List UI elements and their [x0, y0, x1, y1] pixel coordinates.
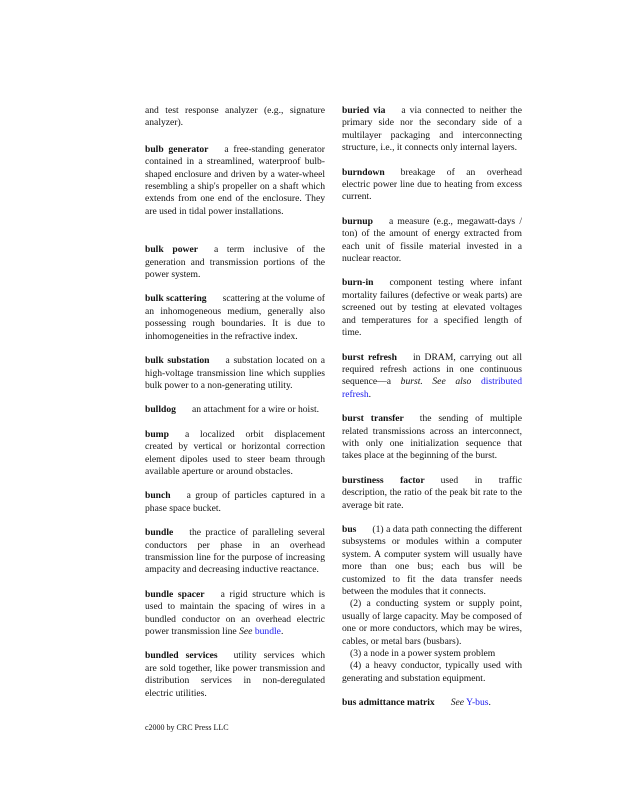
continuation-text: and test response analyzer (e.g., signature analyzer). — [145, 105, 325, 129]
cross-reference-link[interactable]: Y-bus — [466, 697, 489, 709]
entry-burnup — [342, 216, 522, 266]
entry-bulb-generator — [145, 144, 325, 218]
entry-burstiness-factor — [342, 475, 522, 512]
entry-term: bulk substation — [145, 355, 210, 367]
entry-definition: a measure (e.g., megawatt-days / ton) of the amount of energy extracted from each unit of fissile material invested in a nuclear reactor. — [342, 215, 522, 265]
entry-definition: a substation located on a high-voltage transmission line which supplies bulk power to a non-generating utility. — [145, 355, 325, 391]
entry-term: buried via — [342, 105, 386, 116]
entry-bus-admittance-matrix — [342, 697, 522, 709]
entry-definition: component testing where infant mortality failures (defective or weak parts) are screened out by testing at elevated voltages and temperatures for a specified length of time. — [342, 277, 522, 339]
entry-definition: scattering at the volume of an inhomogeneous medium, generally also possessing rough boundaries. It is due to inhomogeneities in the refractive index. — [145, 293, 325, 342]
entry-bundle-spacer — [145, 589, 325, 639]
see-also-label: burst. See also — [400, 376, 472, 388]
entry-term: burst transfer — [342, 413, 404, 425]
see-label: See — [239, 626, 253, 637]
entry-definition: a via connected to neither the primary side nor the secondary side of a multilayer packaging and interconnecting structure, i.e., it connects only internal layers. — [342, 105, 522, 154]
cross-reference-link[interactable]: bundle — [254, 626, 281, 637]
entry-bus — [342, 524, 522, 685]
entry-bulk-power — [145, 244, 325, 281]
entry-term: burn-in — [342, 277, 374, 289]
entry-bundled-services — [145, 650, 325, 700]
entry-tail: . — [280, 626, 284, 637]
right-column — [342, 105, 522, 710]
entry-buried-via — [342, 105, 522, 155]
entry-term: bus — [342, 523, 357, 535]
entry-definition: in DRAM, carrying out all required refresh actions in one continuous sequence—a — [342, 351, 522, 388]
entry-term: bunch — [145, 490, 171, 502]
cross-reference-link[interactable]: distributed refresh — [342, 376, 522, 400]
entry-term: burndown — [342, 166, 385, 178]
entry-term: bulb generator — [145, 143, 209, 155]
entry-definition: the sending of multiple related transmissions across an interconnect, with only one initialization sequence that takes place at the beginning of the burst. — [342, 413, 522, 462]
entry-definition: utility services which are sold together, like power transmission and distribution services in non-deregulated electric utilities. — [145, 650, 325, 699]
entry-definition: an attachment for a wire or hoist. — [191, 404, 320, 416]
bus-definition-2: (2) a conducting system or supply point, usually of large capacity. May be composed of one or more conductors, which may be wires, cables, or metal bars (busbars). — [342, 598, 522, 647]
entry-term: bundle spacer — [145, 588, 205, 600]
entry-term: bulk power — [145, 244, 198, 256]
entry-definition: breakage of an overhead electric power line due to heating from excess current. — [342, 166, 522, 203]
entry-definition: a free-standing generator contained in a streamlined, waterproof bulb-shaped enclosure and driven by a water-wheel resembling a ship's propeller on a shaft which extends from one end of the enclosure. They are used in tidal power installations. — [145, 143, 325, 217]
see-label: See — [450, 697, 465, 709]
entry-definition: a localized orbit displacement created by vertical or horizontal correction element dipoles used to steer beam through available aperture or around obstacles. — [145, 428, 325, 477]
entry-term: bundle — [145, 527, 174, 539]
entry-burndown — [342, 167, 522, 204]
entry-term: bump — [145, 428, 169, 440]
bus-definition-3: (3) a node in a power system problem — [350, 648, 496, 660]
entry-bulk-substation — [145, 355, 325, 392]
entry-definition: a rigid structure which is used to maintain the spacing of wires in a bundled conductor on an overhead electric power transmission line — [145, 588, 325, 637]
entry-bulldog — [145, 404, 325, 416]
entry-definition: a group of particles captured in a phase space bucket. — [145, 490, 325, 514]
entry-bump — [145, 429, 325, 479]
entry-burst-refresh — [342, 352, 522, 402]
entry-term: bus admittance matrix — [342, 697, 435, 709]
entry-definition: (1) a data path connecting the different subsystems or modules within a computer system. A computer system will usually have more than one bus; each bus will be customized to fit the data transfer needs between the modules that it connects. — [342, 523, 522, 597]
entry-bulk-scattering — [145, 293, 325, 343]
entry-definition: the practice of paralleling several conductors per phase in an overhead transmission line for the purpose of increasing ampacity and decreasing inductive reactance. — [145, 527, 325, 576]
entry-term: burstiness factor — [342, 474, 425, 486]
entry-burst-transfer — [342, 413, 522, 463]
entry-burn-in — [342, 277, 522, 339]
entry-term: burnup — [342, 215, 373, 227]
bus-definition-1 — [342, 524, 522, 598]
entry-tail: . — [368, 388, 372, 400]
entry-tail: . — [488, 697, 491, 709]
entry-term: bulldog — [145, 404, 176, 416]
entry-term: bulk scattering — [145, 293, 207, 305]
copyright-footer: c2000 by CRC Press LLC — [145, 723, 229, 732]
bus-definition-4: (4) a heavy conductor, typically used with generating and substation equipment. — [342, 660, 522, 684]
left-column — [145, 105, 325, 700]
entry-definition: used in traffic description, the ratio of the peak bit rate to the average bit rate. — [342, 474, 522, 511]
entry-bundle — [145, 527, 325, 577]
entry-term: burst refresh — [342, 351, 397, 363]
entry-bunch — [145, 490, 325, 515]
entry-definition: a term inclusive of the generation and transmission portions of the power system. — [145, 244, 325, 281]
entry-term: bundled services — [145, 650, 218, 662]
